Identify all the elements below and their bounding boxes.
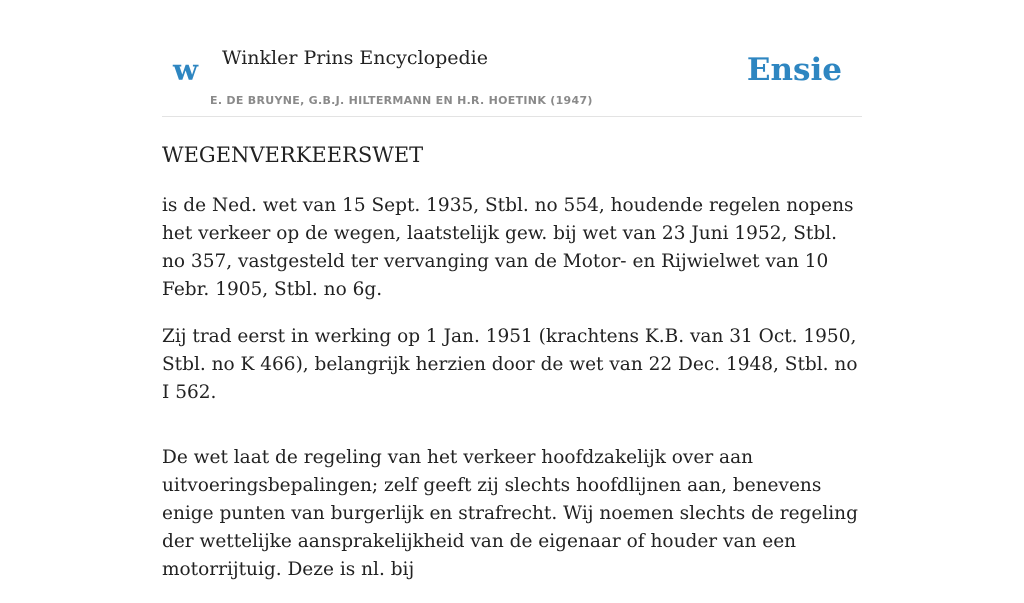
article-title: WEGENVERKEERSWET <box>162 143 424 167</box>
source-authors: E. DE BRUYNE, G.B.J. HILTERMANN EN H.R. HOETINK (1947) <box>210 94 593 107</box>
article-paragraph-2: Zij trad eerst in werking op 1 Jan. 1951 (krachtens K.B. van 31 Oct. 1950, Stbl. no K 466), belangrijk herzien door de wet van 22 Dec. 1948, Stbl. no I 562. <box>162 326 858 403</box>
ensie-logo[interactable]: Ensie <box>746 52 842 88</box>
article-body <box>162 192 862 603</box>
article-paragraph-3: De wet laat de regeling van het verkeer hoofdzakelijk over aan uitvoeringsbepalingen; zelf geeft zij slechts hoofdlijnen aan, benevens enige punten van burgerlijk en strafrecht. Wij noemen slechts de regeling der wettelijke aansprakelijkheid van de eigenaar of houder van een motorrijtuig. Deze is nl. bij <box>162 447 858 580</box>
winkler-prins-logo[interactable]: w <box>173 53 198 87</box>
site-header <box>162 0 862 117</box>
article-paragraph-1: is de Ned. wet van 15 Sept. 1935, Stbl. no 554, houdende regelen nopens het verkeer op de wegen, laatstelijk gew. bij wet van 23 Juni 1952, Stbl. no 357, vastgesteld ter vervanging van de Motor- en Rijwielwet van 10 Febr. 1905, Stbl. no 6g. <box>162 195 854 300</box>
source-title[interactable]: Winkler Prins Encyclopedie <box>222 47 488 69</box>
